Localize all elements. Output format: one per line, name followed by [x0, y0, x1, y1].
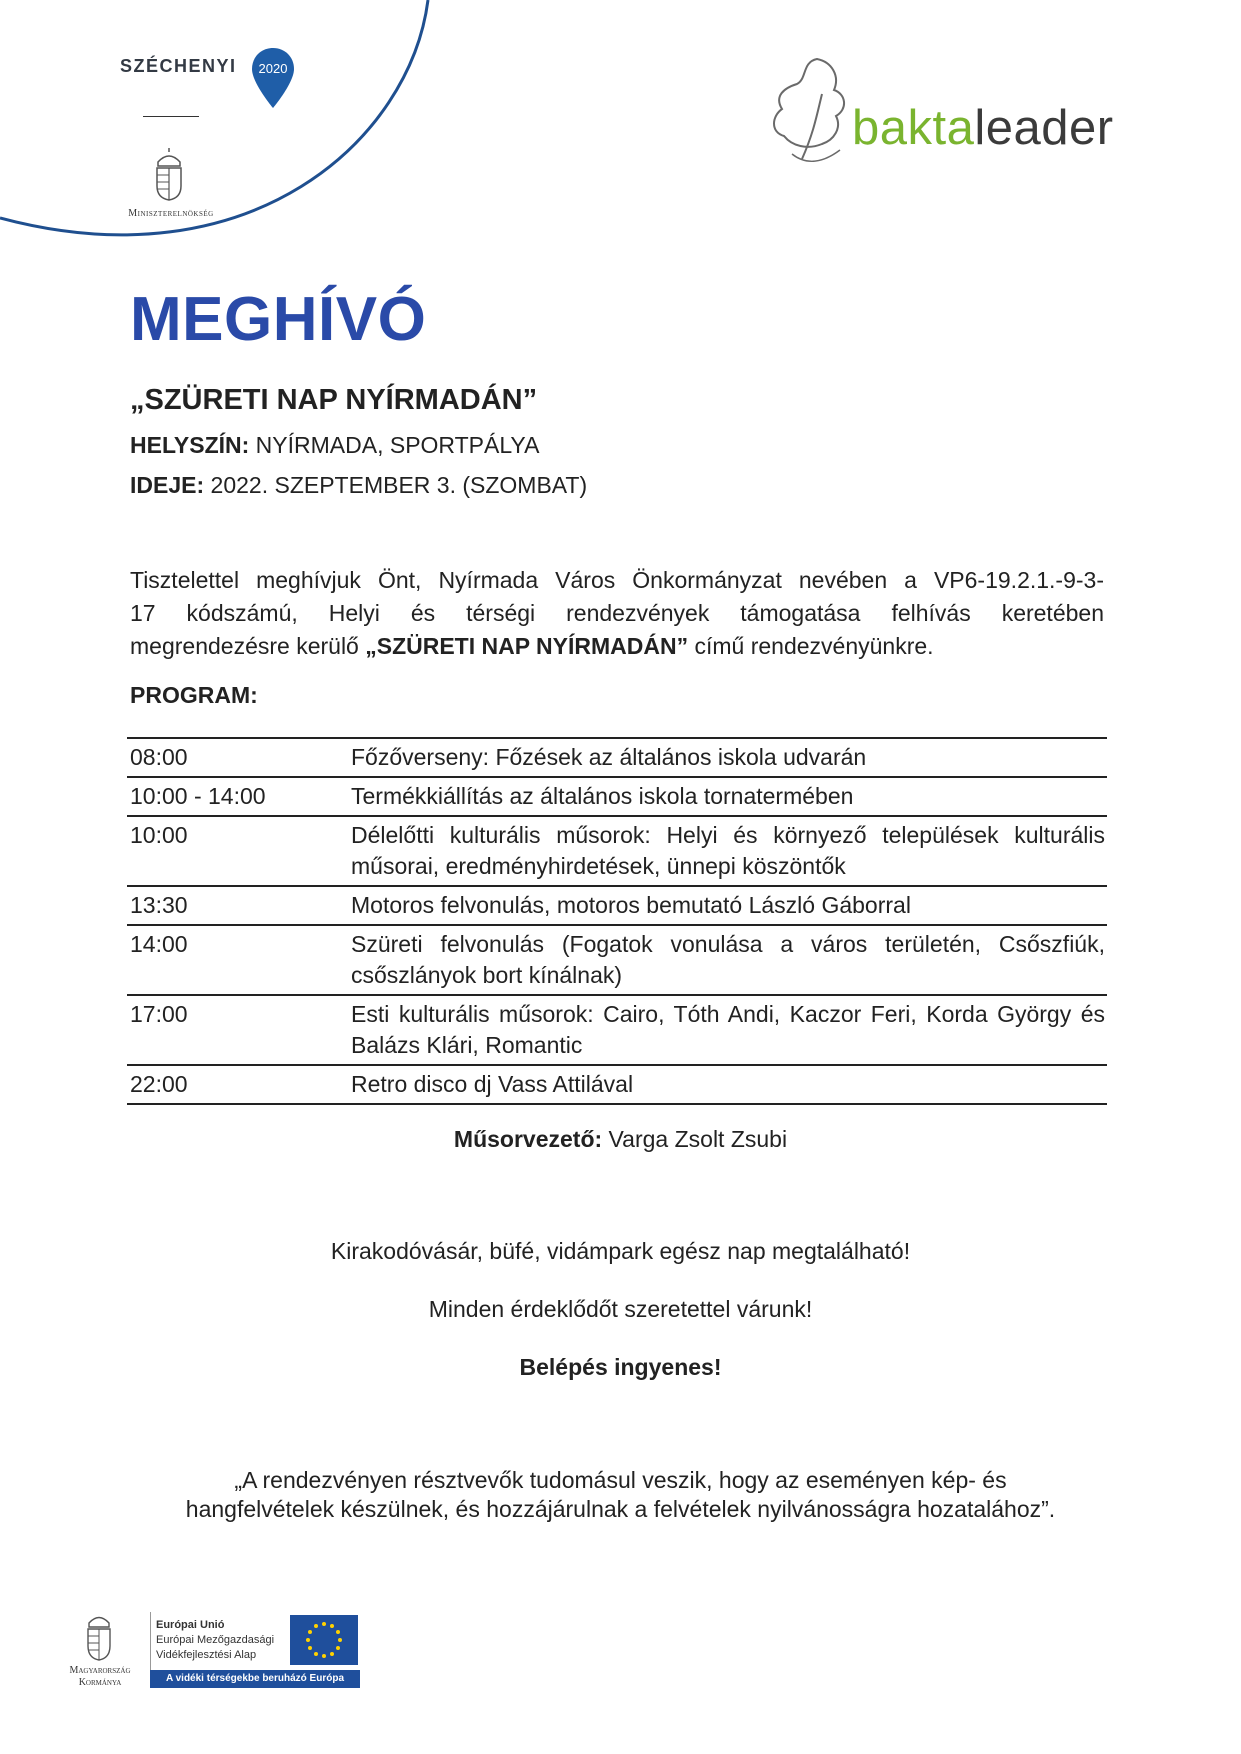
program-row — [127, 1065, 1107, 1104]
szechenyi-arc — [0, 0, 440, 270]
date-label: IDEJE: — [130, 472, 205, 498]
program-row — [127, 738, 1107, 777]
host-name: Varga Zsolt Zsubi — [602, 1126, 788, 1152]
program-time: 08:00 — [127, 738, 348, 777]
szechenyi-pin-icon — [250, 46, 296, 110]
intro-event-name: „SZÜRETI NAP NYÍRMADÁN” — [365, 633, 689, 659]
program-row — [127, 886, 1107, 925]
eu-flag-icon — [290, 1615, 358, 1665]
baktaleader-logo — [852, 100, 1114, 156]
eu-slogan: A vidéki térségekbe beruházó Európa — [150, 1670, 360, 1688]
location-value: NYÍRMADA, SPORTPÁLYA — [255, 432, 540, 458]
intro-line-3-end: című rendezvényünkre. — [688, 633, 934, 659]
host-label: Műsorvezető: — [453, 1126, 603, 1152]
ministry-label: Miniszterelnökség — [128, 208, 214, 219]
intro-line-3 — [130, 630, 1104, 663]
intro-line-2: 17 kódszámú, Helyi és térségi rendezvények támogatása felhívás keretében — [130, 600, 1104, 626]
intro-line-1: Tisztelettel meghívjuk Önt, Nyírmada Város Önkormányzat nevében a VP6-19.2.1.-9-3- — [130, 567, 1104, 593]
program-time: 14:00 — [127, 925, 348, 995]
eu-line-1: Európai Unió — [156, 1619, 225, 1631]
intro-paragraph — [130, 564, 1104, 663]
eu-line-3: Vidékfejlesztési Alap — [156, 1649, 257, 1661]
program-table — [127, 737, 1107, 1105]
program-description: Retro disco dj Vass Attilával — [348, 1065, 1107, 1104]
program-description: Termékkiállítás az általános iskola tornatermében — [348, 777, 1107, 816]
program-time: 13:30 — [127, 886, 348, 925]
eu-line-2: Európai Mezőgazdasági — [156, 1634, 275, 1646]
program-time: 10:00 — [127, 816, 348, 886]
szechenyi-logo-text: SZÉCHENYI — [120, 56, 237, 76]
gov-line-2: Kormánya — [78, 1677, 122, 1688]
welcome-note: Minden érdeklődőt szeretettel várunk! — [428, 1296, 813, 1322]
program-time: 10:00 - 14:00 — [127, 777, 348, 816]
date-value: 2022. SZEPTEMBER 3. (SZOMBAT) — [210, 472, 588, 498]
program-description: Főzőverseny: Főzések az általános iskola udvarán — [348, 738, 1107, 777]
disclaimer-line-1: „A rendezvényen résztvevők tudomásul veszik, hogy az eseményen kép- és — [234, 1467, 1007, 1493]
header-divider — [143, 116, 199, 117]
page-title: MEGHÍVÓ — [130, 285, 427, 354]
date-line — [130, 472, 587, 499]
program-description: Délelőtti kulturális műsorok: Helyi és környező települések kulturális műsorai, eredményhirdetések, ünnepi köszöntők — [348, 816, 1107, 886]
program-time: 17:00 — [127, 995, 348, 1065]
program-description: Szüreti felvonulás (Fogatok vonulása a város területén, Csőszfiúk, csőszlányok bort kínálnak) — [348, 925, 1107, 995]
event-title: „SZÜRETI NAP NYÍRMADÁN” — [130, 384, 538, 416]
program-row — [127, 816, 1107, 886]
program-row — [127, 995, 1107, 1065]
government-label — [50, 1665, 150, 1689]
free-entry-note: Belépés ingyenes! — [519, 1354, 722, 1380]
szechenyi-year: 2020 — [258, 61, 288, 76]
gov-line-1: Magyarország — [69, 1665, 131, 1676]
oak-leaf-icon — [762, 54, 862, 174]
program-row — [127, 925, 1107, 995]
program-description: Motoros felvonulás, motoros bemutató László Gáborral — [348, 886, 1107, 925]
program-label: PROGRAM: — [130, 682, 258, 708]
location-label: HELYSZÍN: — [130, 432, 250, 458]
host-line — [0, 1126, 1241, 1153]
fair-note: Kirakodóvásár, büfé, vidámpark egész nap megtalálható! — [330, 1238, 911, 1264]
disclaimer-line-2: hangfelvételek készülnek, és hozzájárulnak a felvételek nyilvánosságra hozatalához”. — [185, 1496, 1056, 1522]
program-row — [127, 777, 1107, 816]
program-time: 22:00 — [127, 1065, 348, 1104]
bakta-text: bakta — [852, 101, 975, 155]
media-disclaimer — [0, 1466, 1241, 1524]
location-line — [130, 432, 539, 459]
program-description: Esti kulturális műsorok: Cairo, Tóth Andi, Kaczor Feri, Korda György és Balázs Klári, Romantic — [348, 995, 1107, 1065]
intro-line-3-start: megrendezésre kerülő — [130, 633, 366, 659]
hungarian-crest-icon — [84, 1610, 114, 1662]
eu-fund-text — [156, 1618, 274, 1663]
hungarian-crest-icon — [152, 148, 186, 202]
leader-text: leader — [974, 101, 1114, 155]
